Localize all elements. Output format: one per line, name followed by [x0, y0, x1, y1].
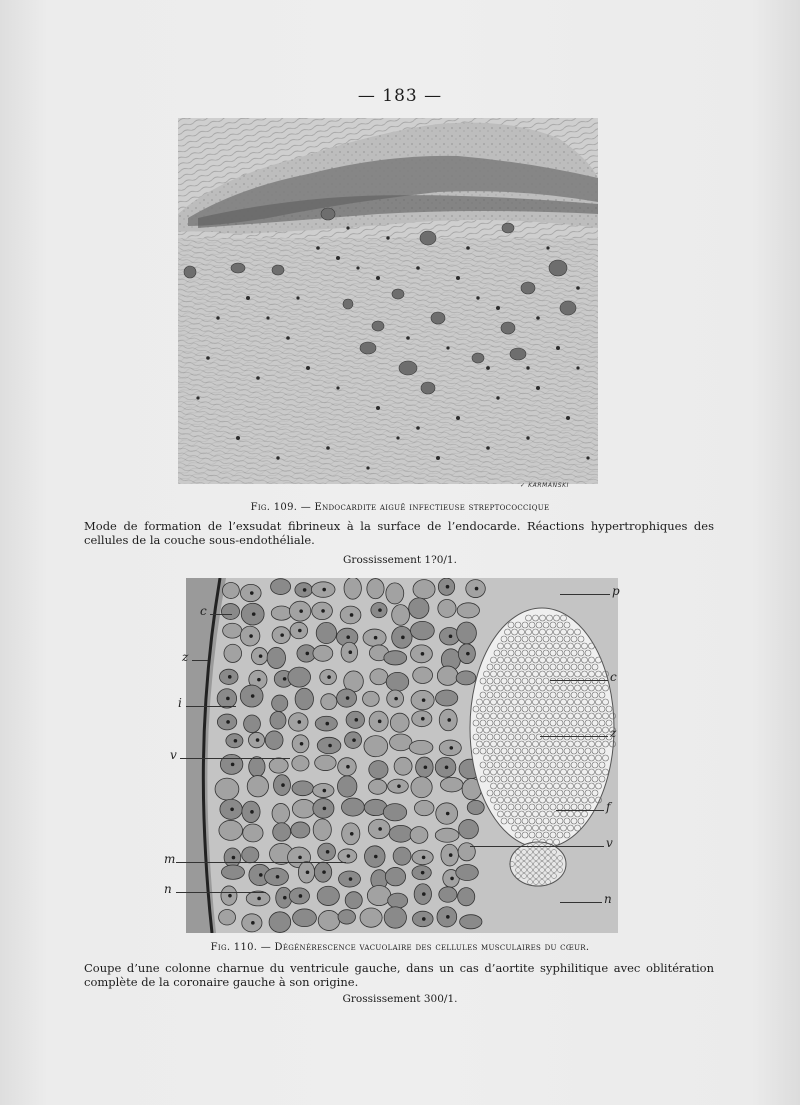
leader-line — [186, 706, 236, 707]
muscle-cell — [247, 776, 268, 797]
cell-nucleus — [252, 612, 256, 616]
label-left-c: c — [200, 604, 207, 618]
cell-nucleus — [346, 696, 350, 700]
muscle-cell — [386, 583, 404, 604]
muscle-cell — [341, 798, 364, 816]
muscle-cell — [224, 644, 242, 662]
muscle-cell — [243, 824, 263, 842]
cell-nucleus — [397, 784, 401, 788]
muscle-cell — [409, 740, 433, 754]
myocardium-engraving — [186, 578, 618, 933]
muscle-cell — [414, 800, 434, 815]
cell-nucleus — [355, 718, 359, 722]
leader-line — [556, 810, 604, 811]
leader-line — [176, 892, 266, 893]
cell-nucleus — [325, 722, 329, 726]
cell-nucleus — [422, 856, 426, 860]
muscle-cell — [367, 579, 384, 599]
muscle-cell — [337, 776, 356, 797]
muscle-cell — [267, 647, 285, 668]
muscle-cell — [410, 827, 428, 844]
figure-109-caption: Mode de formation de l’exsudat fibrineux à la surface de l’endocarde. Réactions hypertrophiques des cellules de la couche sous-endothéliale. — [84, 519, 714, 547]
cell-nucleus — [299, 894, 303, 898]
muscle-cell — [389, 825, 412, 842]
muscle-cell — [388, 893, 408, 908]
muscle-cell — [360, 908, 382, 927]
cell-nucleus — [281, 783, 285, 787]
muscle-cell — [244, 715, 261, 733]
muscle-cell — [271, 606, 291, 620]
cell-nucleus — [446, 915, 450, 919]
muscle-cell — [367, 886, 390, 906]
cell-nucleus — [297, 720, 301, 724]
cell-nucleus — [259, 873, 263, 877]
cell-nucleus — [446, 812, 450, 816]
cell-nucleus — [447, 718, 451, 722]
cell-nucleus — [422, 917, 426, 921]
figure-109-title: Fig. 109. — Endocardite aiguë infectieuse streptococcique — [250, 502, 550, 513]
label-right-v: v — [606, 836, 613, 850]
muscle-cell — [456, 671, 476, 685]
cell-nucleus — [394, 697, 398, 701]
cell-nucleus — [230, 808, 234, 812]
cell-nucleus — [299, 609, 303, 613]
cell-nucleus — [378, 608, 382, 612]
muscle-cell — [215, 778, 239, 800]
cell-nucleus — [226, 697, 230, 701]
muscle-cell — [219, 910, 236, 926]
label-right-z: z — [610, 726, 617, 740]
muscle-cell — [292, 799, 315, 818]
muscle-cell — [338, 910, 355, 924]
leader-line — [560, 902, 602, 903]
cell-nucleus — [350, 832, 354, 836]
cell-nucleus — [257, 897, 261, 901]
cell-nucleus — [346, 765, 350, 769]
page-number: — 183 — — [357, 86, 443, 106]
figure-110-caption: Coupe d’une colonne charnue du ventricule gauche, dans un cas d’aortite syphilitique avec oblitération complète de la coronaire gauche à son origine. — [84, 961, 714, 989]
leader-line — [192, 660, 208, 661]
figure-109-illustration — [178, 118, 598, 484]
cell-nucleus — [326, 850, 330, 854]
muscle-cell — [456, 865, 479, 881]
cell-nucleus — [276, 875, 280, 879]
cell-nucleus — [306, 870, 310, 874]
muscle-cell — [413, 667, 433, 683]
muscle-cell — [440, 777, 463, 792]
muscle-cell — [457, 622, 477, 644]
cell-nucleus — [251, 694, 255, 698]
muscle-cell — [370, 669, 388, 685]
cell-nucleus — [349, 650, 353, 654]
muscle-cell — [272, 695, 288, 711]
cell-nucleus — [250, 810, 254, 814]
cell-nucleus — [298, 629, 302, 633]
leader-line — [540, 736, 608, 737]
leader-line — [470, 846, 604, 847]
cell-nucleus — [249, 634, 253, 638]
cell-nucleus — [449, 746, 453, 750]
cell-nucleus — [421, 871, 425, 875]
muscle-cell — [460, 915, 482, 929]
cell-nucleus — [306, 652, 310, 656]
cell-nucleus — [327, 675, 331, 679]
muscle-cell — [384, 907, 406, 928]
muscle-cell — [459, 820, 479, 839]
label-left-n: n — [164, 882, 172, 896]
muscle-cell — [272, 803, 289, 823]
label-right-n: n — [604, 892, 612, 906]
muscle-cell — [221, 604, 239, 620]
cell-nucleus — [226, 720, 230, 724]
cell-nucleus — [449, 634, 453, 638]
muscle-cell — [313, 645, 333, 661]
cell-nucleus — [445, 765, 449, 769]
cell-nucleus — [450, 877, 454, 881]
muscle-cell — [384, 651, 407, 665]
muscle-cell — [288, 667, 311, 687]
muscle-cell — [318, 910, 340, 930]
cell-nucleus — [401, 636, 405, 640]
leader-line — [176, 862, 346, 863]
muscle-cell — [467, 800, 484, 814]
muscle-cell — [344, 578, 361, 599]
muscle-cell — [293, 909, 317, 927]
muscle-cell — [392, 605, 410, 626]
figure-109-magnification: Grossissement 1?0/1. — [343, 554, 457, 566]
cell-nucleus — [349, 877, 353, 881]
cell-nucleus — [323, 807, 327, 811]
cell-nucleus — [257, 678, 261, 682]
muscle-cell — [364, 736, 388, 757]
leader-line — [210, 614, 232, 615]
cell-nucleus — [328, 744, 332, 748]
cell-nucleus — [283, 677, 287, 681]
muscle-cell — [269, 912, 291, 933]
muscle-cell — [369, 761, 388, 779]
muscle-cell — [413, 580, 435, 599]
muscle-cell — [273, 823, 291, 841]
label-right-c: c — [610, 670, 617, 684]
cell-nucleus — [303, 588, 307, 592]
cell-nucleus — [298, 856, 302, 860]
muscle-cell — [393, 847, 411, 865]
cell-nucleus — [374, 855, 378, 859]
muscle-cell — [385, 867, 405, 885]
muscle-cell — [269, 758, 288, 773]
muscle-cell — [317, 886, 339, 905]
muscle-cell — [390, 713, 409, 732]
cell-nucleus — [346, 635, 350, 639]
cell-nucleus — [449, 853, 453, 857]
cell-nucleus — [228, 894, 232, 898]
cell-nucleus — [259, 654, 263, 658]
label-left-z: z — [182, 650, 189, 664]
label-left-i: i — [178, 696, 182, 710]
cell-nucleus — [466, 652, 470, 656]
muscle-cell — [438, 599, 456, 617]
cell-nucleus — [323, 789, 327, 793]
label-left-m: m — [164, 852, 176, 866]
muscle-cell — [295, 688, 313, 710]
cell-nucleus — [283, 896, 287, 900]
muscle-cell — [383, 804, 406, 821]
muscle-cell — [394, 757, 412, 775]
cell-nucleus — [322, 870, 326, 874]
cell-nucleus — [378, 827, 382, 831]
muscle-cell — [291, 822, 310, 838]
cell-nucleus — [422, 892, 426, 896]
figure-110-illustration — [186, 578, 618, 933]
cell-nucleus — [446, 585, 450, 589]
muscle-cell — [321, 694, 337, 710]
leader-line — [550, 680, 608, 681]
label-right-f: f — [606, 800, 611, 814]
muscle-cell — [221, 865, 244, 879]
muscle-cell — [386, 672, 409, 691]
muscle-cell — [436, 690, 458, 706]
engraver-signature: ✓ KARMANSKI — [520, 482, 570, 489]
muscle-cell — [315, 755, 336, 770]
muscle-cell — [219, 820, 243, 840]
cell-nucleus — [421, 717, 425, 721]
muscle-cell — [457, 603, 479, 618]
endocarditis-engraving — [178, 118, 598, 484]
muscle-cell — [409, 598, 429, 619]
cell-nucleus — [350, 613, 354, 617]
cell-nucleus — [251, 921, 255, 925]
cell-nucleus — [300, 742, 304, 746]
leader-line — [180, 758, 290, 759]
cell-nucleus — [280, 633, 284, 637]
cell-nucleus — [228, 675, 232, 679]
cell-nucleus — [232, 856, 236, 860]
muscle-cell — [437, 666, 458, 685]
cell-nucleus — [352, 738, 356, 742]
leader-line — [560, 594, 610, 595]
label-left-v: v — [170, 748, 177, 762]
figure-110-magnification: Grossissement 300/1. — [342, 993, 458, 1005]
muscle-cell — [270, 711, 286, 729]
cell-nucleus — [231, 763, 235, 767]
muscle-cell — [435, 828, 459, 842]
muscle-cell — [265, 731, 283, 750]
cell-nucleus — [321, 609, 325, 613]
label-right-p: p — [612, 584, 620, 598]
muscle-cell — [411, 621, 435, 639]
cell-nucleus — [250, 591, 254, 595]
figure-110-title: Fig. 110. — Dégénérescence vacuolaire des cellules musculaires du cœur. — [210, 942, 590, 953]
muscle-cell — [271, 579, 291, 595]
cell-nucleus — [475, 587, 479, 591]
muscle-cell — [316, 622, 336, 643]
muscle-cell — [345, 892, 362, 909]
cell-nucleus — [424, 765, 428, 769]
muscle-cell — [458, 888, 475, 906]
muscle-cell — [411, 777, 432, 798]
muscle-cell — [242, 847, 259, 863]
muscle-cell — [292, 756, 309, 771]
cell-nucleus — [234, 739, 238, 743]
cell-nucleus — [421, 652, 425, 656]
cell-nucleus — [422, 698, 426, 702]
cell-nucleus — [322, 588, 326, 592]
muscle-cell — [439, 887, 457, 902]
muscle-cell — [223, 623, 242, 638]
muscle-cell — [363, 691, 380, 706]
muscle-cell — [390, 734, 412, 751]
cell-nucleus — [378, 720, 382, 724]
cell-nucleus — [374, 636, 378, 640]
muscle-cell — [313, 819, 331, 841]
muscle-cell — [222, 583, 239, 599]
cell-nucleus — [256, 738, 260, 742]
muscle-cell — [249, 757, 265, 777]
muscle-cell — [368, 779, 386, 794]
muscle-cell — [292, 781, 313, 796]
cell-nucleus — [347, 854, 351, 858]
